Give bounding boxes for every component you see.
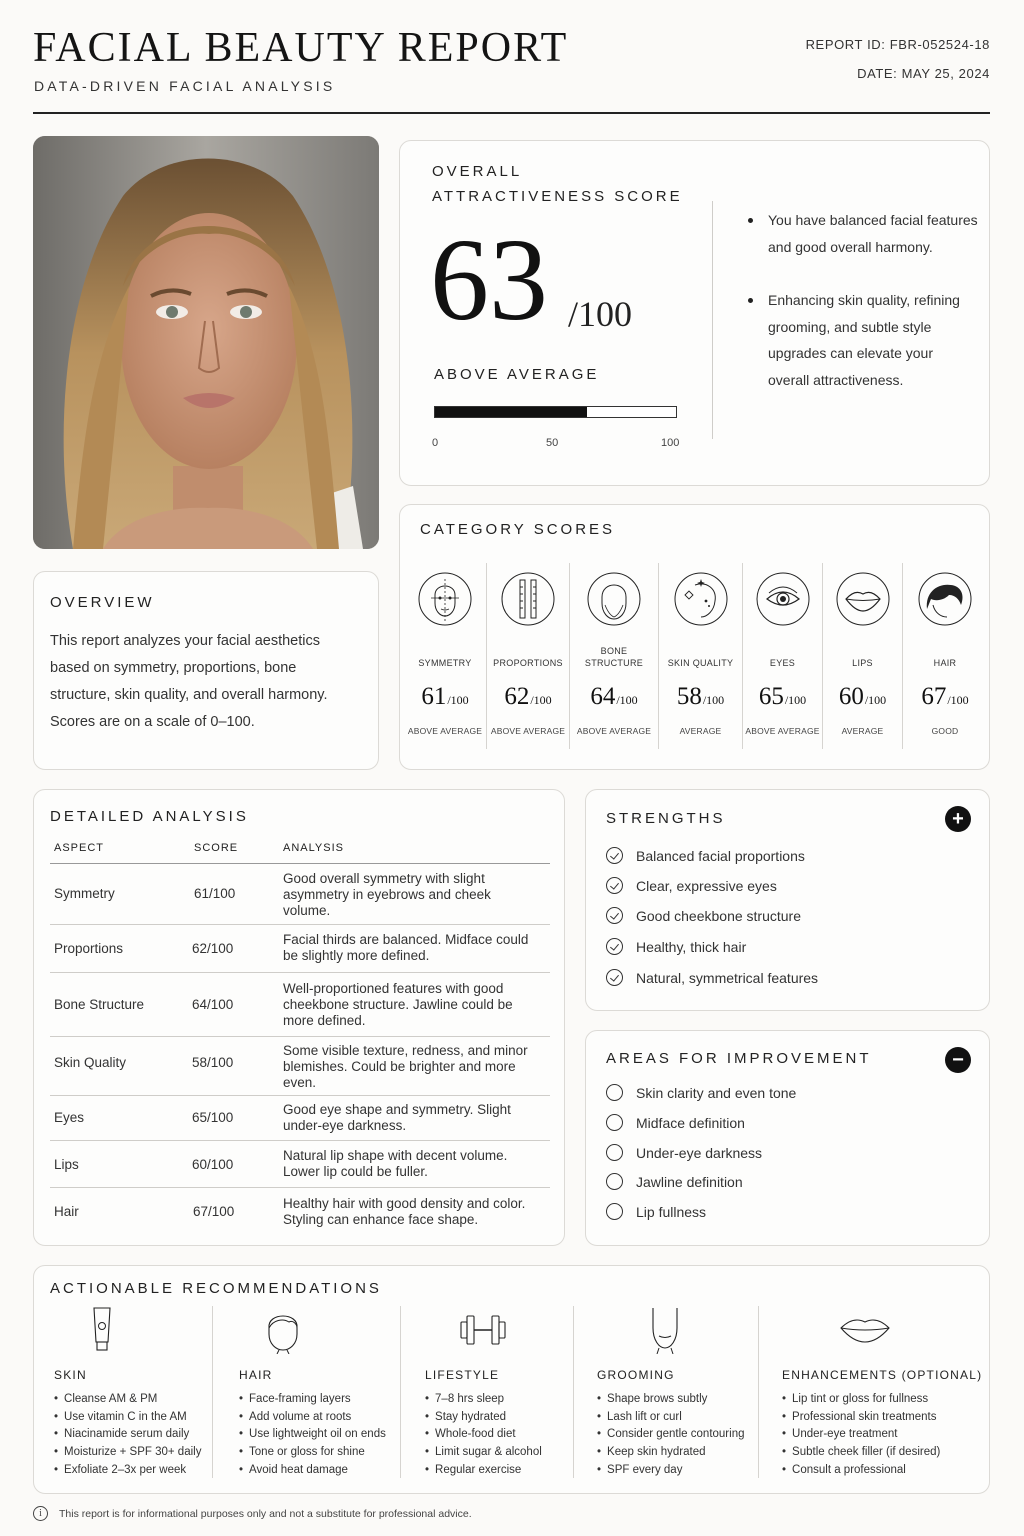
category-score-value: 64	[590, 683, 616, 710]
category-score-value: 60	[838, 683, 864, 710]
improvement-label: Lip fullness	[636, 1203, 707, 1220]
category-name: EYES	[769, 658, 796, 668]
dumbbell-icon	[455, 1306, 511, 1354]
rec-item: • Under-eye treatment	[782, 1426, 940, 1444]
row-score: 62/100	[192, 941, 234, 956]
rec-category-name: HAIR	[239, 1368, 273, 1382]
bar-tick-100: 100	[661, 437, 680, 449]
overall-score-label-line2: ATTRACTIVENESS SCORE	[432, 188, 683, 205]
rec-divider	[758, 1306, 759, 1478]
rec-item: • Lip tint or gloss for fullness	[782, 1391, 940, 1409]
strength-item	[606, 907, 801, 924]
check-circle-icon	[606, 847, 623, 864]
overview-card	[33, 571, 379, 770]
rec-list	[239, 1391, 386, 1480]
category-score-scale: /100	[947, 693, 969, 707]
disclaimer	[33, 1506, 472, 1521]
table-row	[50, 1096, 550, 1141]
row-analysis: Natural lip shape with decent volume. Lower lip could be fuller.	[283, 1148, 508, 1179]
hair-icon	[917, 571, 973, 627]
category-lips	[823, 563, 902, 751]
symmetry-face-icon	[417, 571, 473, 627]
row-score: 67/100	[193, 1204, 235, 1219]
rec-item: • Face-framing layers	[239, 1391, 386, 1409]
head-outline-icon	[586, 571, 642, 627]
strength-label: Balanced facial proportions	[636, 847, 805, 864]
strength-label: Good cheekbone structure	[636, 907, 801, 924]
row-aspect: Symmetry	[54, 886, 115, 901]
row-score: 60/100	[192, 1157, 234, 1172]
category-score-value: 61	[421, 683, 447, 710]
rec-item: • Keep skin hydrated	[597, 1444, 744, 1462]
rec-category-name: ENHANCEMENTS (OPTIONAL)	[782, 1368, 983, 1382]
category-score-scale: /100	[702, 693, 725, 707]
category-rating: AVERAGE	[841, 726, 884, 736]
rec-item: • Add volume at roots	[239, 1409, 386, 1427]
empty-circle-icon	[606, 1173, 623, 1190]
category-skin-quality	[659, 563, 742, 751]
rec-category-name: SKIN	[54, 1368, 87, 1382]
category-proportions	[487, 563, 569, 751]
category-score	[823, 683, 902, 711]
score-divider	[712, 201, 713, 439]
table-row	[50, 973, 550, 1037]
overall-notes	[748, 207, 978, 420]
minus-icon: −	[945, 1047, 971, 1073]
info-icon: i	[33, 1506, 48, 1521]
overall-score-card	[399, 140, 990, 486]
table-row	[50, 1188, 550, 1236]
ruler-icon	[500, 571, 556, 627]
overall-score-value: 63	[430, 214, 548, 345]
table-row	[50, 1037, 550, 1096]
rec-column-hair	[239, 1306, 409, 1486]
improvement-item	[606, 1173, 743, 1190]
overall-score-rating: ABOVE AVERAGE	[434, 366, 600, 383]
empty-circle-icon	[606, 1144, 623, 1161]
rec-list	[54, 1391, 201, 1480]
lips-icon	[835, 571, 891, 627]
plus-icon: +	[945, 806, 971, 832]
rec-column-lifestyle	[425, 1306, 575, 1486]
rec-item: • Professional skin treatments	[782, 1409, 940, 1427]
strength-label: Healthy, thick hair	[636, 938, 747, 955]
category-name: SKIN QUALITY	[667, 658, 734, 668]
rec-item: • SPF every day	[597, 1462, 744, 1480]
row-aspect: Lips	[54, 1157, 79, 1172]
strengths-title: STRENGTHS	[606, 810, 726, 827]
detailed-analysis-title: DETAILED ANALYSIS	[50, 808, 249, 825]
row-analysis: Healthy hair with good density and color. Styling can enhance face shape.	[283, 1196, 526, 1227]
rec-divider	[212, 1306, 213, 1478]
row-aspect: Proportions	[54, 941, 124, 956]
category-symmetry	[404, 563, 486, 751]
category-hair	[903, 563, 987, 751]
category-name: BONE STRUCTURE	[584, 646, 644, 668]
row-score: 58/100	[192, 1055, 234, 1070]
bar-tick-0: 0	[432, 437, 439, 449]
category-bone-structure	[570, 563, 658, 751]
rec-item: • Moisturize + SPF 30+ daily	[54, 1444, 201, 1462]
category-name: PROPORTIONS	[493, 658, 563, 668]
rec-list	[425, 1391, 542, 1480]
tube-icon	[74, 1306, 130, 1354]
row-analysis: Well-proportioned features with good cheekbone structure. Jawline could be more defined.	[283, 981, 513, 1028]
category-score-value: 67	[921, 683, 947, 710]
rec-list	[597, 1391, 744, 1480]
table-row	[50, 1141, 550, 1188]
rec-item: • Cleanse AM & PM	[54, 1391, 201, 1409]
detailed-analysis-card	[33, 789, 565, 1246]
rec-divider	[400, 1306, 401, 1478]
lips-outline-icon	[837, 1306, 893, 1354]
sparkle-face-icon	[673, 571, 729, 627]
category-scores-title: CATEGORY SCORES	[420, 521, 616, 538]
recommendations-title: ACTIONABLE RECOMMENDATIONS	[50, 1280, 382, 1297]
check-circle-icon	[606, 877, 623, 894]
rec-category-name: LIFESTYLE	[425, 1368, 500, 1382]
improvement-item	[606, 1203, 706, 1220]
jawline-icon	[637, 1306, 693, 1354]
row-analysis: Some visible texture, redness, and minor blemishes. Could be brighter and more even.	[283, 1043, 528, 1090]
rec-column-grooming	[597, 1306, 762, 1486]
row-aspect: Bone Structure	[54, 997, 145, 1012]
rec-item: • Use lightweight oil on ends	[239, 1426, 386, 1444]
category-rating: ABOVE AVERAGE	[490, 726, 566, 736]
score-progress-bar	[434, 406, 677, 418]
category-score	[487, 683, 569, 711]
rec-column-enhancements	[782, 1306, 983, 1486]
strength-label: Natural, symmetrical features	[636, 969, 819, 986]
empty-circle-icon	[606, 1084, 623, 1101]
rec-item: • Niacinamide serum daily	[54, 1426, 201, 1444]
head-hair-icon	[255, 1306, 311, 1354]
overall-score-label	[432, 159, 683, 209]
overview-title: OVERVIEW	[50, 594, 155, 611]
rec-item: • Limit sugar & alcohol	[425, 1444, 542, 1462]
category-score-scale: /100	[784, 693, 807, 707]
column-header-score: SCORE	[194, 842, 239, 854]
report-id: REPORT ID: FBR-052524-18	[805, 37, 990, 52]
strength-label: Clear, expressive eyes	[636, 877, 777, 894]
category-name: HAIR	[933, 658, 957, 668]
rec-item: • Consult a professional	[782, 1462, 940, 1480]
rec-item: • 7–8 hrs sleep	[425, 1391, 542, 1409]
category-score-scale: /100	[530, 693, 552, 707]
strength-item	[606, 847, 805, 864]
recommendations-card	[33, 1265, 990, 1494]
page-subtitle: DATA-DRIVEN FACIAL ANALYSIS	[34, 78, 336, 94]
category-score	[404, 683, 486, 711]
column-header-analysis: ANALYSIS	[283, 842, 344, 854]
improvement-label: Under-eye darkness	[636, 1144, 763, 1161]
category-score	[903, 683, 987, 711]
row-analysis: Facial thirds are balanced. Midface could be slightly more defined.	[283, 932, 529, 963]
portrait-photo	[33, 136, 379, 549]
row-aspect: Eyes	[54, 1110, 85, 1125]
empty-circle-icon	[606, 1203, 623, 1220]
check-circle-icon	[606, 969, 623, 986]
check-circle-icon	[606, 907, 623, 924]
category-score-value: 62	[504, 683, 530, 710]
category-rating: AVERAGE	[679, 726, 722, 736]
check-circle-icon	[606, 938, 623, 955]
rec-category-name: GROOMING	[597, 1368, 675, 1382]
report-date: DATE: MAY 25, 2024	[857, 66, 990, 81]
rec-item: • Exfoliate 2–3x per week	[54, 1462, 201, 1480]
rec-item: • Whole-food diet	[425, 1426, 542, 1444]
category-rating: GOOD	[931, 726, 959, 736]
rec-item: • Tone or gloss for shine	[239, 1444, 386, 1462]
bar-tick-50: 50	[546, 437, 559, 449]
strength-item	[606, 877, 777, 894]
overall-note: Enhancing skin quality, refining grooming, and subtle style upgrades can elevate your overall attractiveness.	[748, 287, 978, 393]
improvement-item	[606, 1084, 796, 1101]
category-score-value: 58	[676, 683, 702, 710]
category-score-scale: /100	[447, 693, 469, 707]
improvement-title: AREAS FOR IMPROVEMENT	[606, 1050, 872, 1067]
row-score: 61/100	[194, 886, 236, 901]
overall-note: You have balanced facial features and good overall harmony.	[748, 207, 978, 260]
empty-circle-icon	[606, 1114, 623, 1131]
category-score	[570, 683, 658, 711]
table-row	[50, 925, 550, 973]
category-score	[659, 683, 742, 711]
overall-score-scale: /100	[568, 294, 633, 334]
rec-item: • Consider gentle contouring	[597, 1426, 744, 1444]
rec-item: • Subtle cheek filler (if desired)	[782, 1444, 940, 1462]
category-rating: ABOVE AVERAGE	[576, 726, 652, 736]
strength-item	[606, 938, 746, 955]
rec-list	[782, 1391, 940, 1480]
improvement-label: Jawline definition	[636, 1173, 743, 1190]
row-score: 65/100	[192, 1110, 234, 1125]
row-analysis: Good eye shape and symmetry. Slight under-eye darkness.	[283, 1102, 511, 1133]
category-name: LIPS	[852, 658, 873, 668]
rec-divider	[573, 1306, 574, 1478]
category-rating: ABOVE AVERAGE	[745, 726, 820, 736]
rec-item: • Shape brows subtly	[597, 1391, 744, 1409]
category-name: SYMMETRY	[418, 658, 472, 668]
category-eyes	[743, 563, 822, 751]
rec-item: • Lash lift or curl	[597, 1409, 744, 1427]
row-aspect: Skin Quality	[54, 1055, 127, 1070]
header-divider	[33, 112, 990, 114]
rec-item: • Avoid heat damage	[239, 1462, 386, 1480]
improvement-label: Skin clarity and even tone	[636, 1084, 797, 1101]
overall-score-label-line1: OVERALL	[432, 163, 523, 180]
strengths-card	[585, 789, 990, 1011]
category-scores-card	[399, 504, 990, 770]
rec-item: • Use vitamin C in the AM	[54, 1409, 201, 1427]
row-analysis: Good overall symmetry with slight asymmetry in eyebrows and cheek volume.	[283, 871, 491, 918]
rec-item: • Stay hydrated	[425, 1409, 542, 1427]
page-title: FACIAL BEAUTY REPORT	[33, 25, 569, 71]
improvement-label: Midface definition	[636, 1114, 745, 1131]
strength-item	[606, 969, 818, 986]
rec-column-skin	[54, 1306, 214, 1486]
eye-icon	[755, 571, 811, 627]
table-row	[50, 864, 550, 925]
rec-item: • Regular exercise	[425, 1462, 542, 1480]
score-progress-fill	[435, 407, 587, 417]
improvement-item	[606, 1144, 762, 1161]
improvement-card	[585, 1030, 990, 1246]
category-score-value: 65	[758, 683, 784, 710]
category-score-scale: /100	[616, 693, 638, 707]
category-rating: ABOVE AVERAGE	[407, 726, 483, 736]
overview-text: This report analyzes your facial aesthetics based on symmetry, proportions, bone structure, skin quality, and overall harmony. Scores are on a scale of 0–100.	[50, 633, 328, 730]
category-score	[743, 683, 822, 711]
category-score-scale: /100	[864, 693, 887, 707]
row-score: 64/100	[192, 997, 234, 1012]
row-aspect: Hair	[54, 1204, 79, 1219]
disclaimer-text: This report is for informational purposes only and not a substitute for professional advice.	[59, 1507, 472, 1520]
column-header-aspect: ASPECT	[54, 842, 105, 854]
improvement-item	[606, 1114, 745, 1131]
